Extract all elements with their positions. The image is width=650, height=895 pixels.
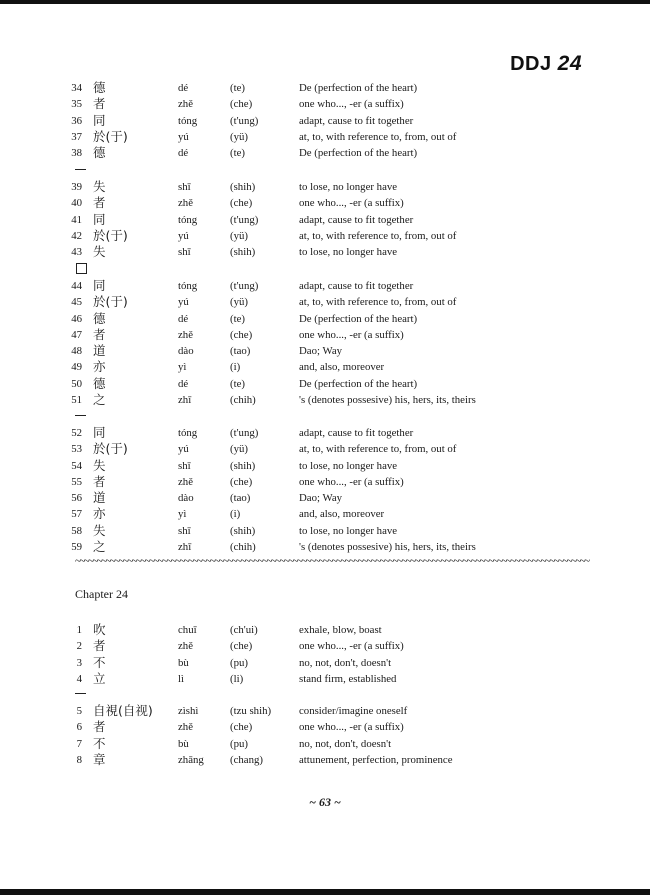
header-number: 24 bbox=[557, 52, 582, 75]
wade-giles: (che) bbox=[230, 98, 253, 111]
chinese-character: 者 bbox=[93, 638, 106, 654]
chinese-character: 於(于) bbox=[93, 128, 128, 144]
chinese-character: 於(于) bbox=[93, 441, 128, 457]
wade-giles: (t'ung) bbox=[230, 114, 259, 127]
wade-giles: (i) bbox=[230, 361, 241, 374]
glossary-row bbox=[0, 327, 650, 343]
glossary-row bbox=[0, 506, 650, 522]
entry-number: 45 bbox=[71, 296, 82, 309]
glossary-row bbox=[0, 392, 650, 408]
entries-52-59 bbox=[0, 425, 650, 555]
chinese-character: 吹 bbox=[93, 622, 106, 637]
entry-number: 57 bbox=[71, 508, 82, 521]
chinese-character: 之 bbox=[93, 392, 106, 408]
entry-number: 1 bbox=[76, 624, 82, 636]
glossary-row bbox=[0, 458, 650, 474]
entry-number: 2 bbox=[76, 640, 82, 653]
pinyin: yú bbox=[178, 296, 189, 309]
pinyin: dé bbox=[178, 82, 189, 94]
glossary-row bbox=[0, 622, 650, 638]
entry-number: 44 bbox=[71, 280, 82, 292]
wade-giles: (shih) bbox=[230, 246, 256, 259]
wade-giles: (chih) bbox=[230, 541, 256, 554]
glossary-row bbox=[0, 212, 650, 228]
entry-number: 46 bbox=[71, 312, 82, 325]
wade-giles: (te) bbox=[230, 377, 245, 390]
pinyin: yú bbox=[178, 130, 189, 143]
wade-giles: (tao) bbox=[230, 492, 251, 505]
english-meaning: at, to, with reference to, from, out of bbox=[299, 130, 457, 143]
wade-giles: (shih) bbox=[230, 524, 256, 537]
chinese-character: 者 bbox=[93, 96, 106, 112]
wade-giles: (che) bbox=[230, 328, 253, 341]
pinyin: dào bbox=[178, 345, 194, 358]
entry-number: 40 bbox=[71, 197, 82, 210]
glossary-row bbox=[0, 294, 650, 310]
wade-giles: (chih) bbox=[230, 394, 256, 407]
wade-giles: (che) bbox=[230, 640, 253, 653]
pinyin: yú bbox=[178, 443, 189, 456]
wade-giles: (te) bbox=[230, 312, 245, 325]
entry-number: 42 bbox=[71, 229, 82, 242]
entries-44-51 bbox=[0, 278, 650, 408]
wade-giles: (che) bbox=[230, 475, 253, 488]
pinyin: dé bbox=[178, 312, 189, 325]
pinyin: zhě bbox=[178, 475, 193, 488]
chinese-character: 立 bbox=[93, 670, 106, 686]
chinese-character: 德 bbox=[93, 145, 106, 161]
wade-giles: (chang) bbox=[230, 753, 263, 766]
english-meaning: to lose, no longer have bbox=[299, 459, 398, 472]
english-meaning: one who..., -er (a suffix) bbox=[299, 328, 404, 341]
glossary-row bbox=[0, 113, 650, 129]
glossary-row bbox=[0, 655, 650, 671]
entry-number: 35 bbox=[71, 98, 82, 111]
pinyin: dé bbox=[178, 147, 189, 160]
english-meaning: and, also, moreover bbox=[299, 361, 385, 374]
pinyin: zhě bbox=[178, 98, 193, 111]
glossary-row bbox=[0, 145, 650, 161]
pinyin: shī bbox=[178, 524, 191, 537]
glossary-row bbox=[0, 719, 650, 735]
pinyin: yú bbox=[178, 229, 189, 242]
tilde-divider: ~~~~~~~~~~~~~~~~~~~~~~~~~~~~~~~~~~~~~~~~~~~~~~~~~~~~~~~~~~~~~~~~~~~~~~~~~~~~~~~~~~~~~~~~~~~~~~~~~~~~~~~~~~~~~~~~~~~~~~ bbox=[75, 555, 589, 567]
pinyin: yì bbox=[178, 361, 187, 374]
pinyin: tóng bbox=[178, 427, 198, 439]
english-meaning: to lose, no longer have bbox=[299, 181, 398, 193]
pinyin: zhāng bbox=[178, 753, 204, 766]
glossary-row bbox=[0, 703, 650, 719]
wade-giles: (i) bbox=[230, 508, 241, 521]
english-meaning: adapt, cause to fit together bbox=[299, 114, 414, 127]
pinyin: lì bbox=[178, 672, 184, 685]
glossary-row bbox=[0, 474, 650, 490]
english-meaning: at, to, with reference to, from, out of bbox=[299, 229, 457, 242]
glossary-row bbox=[0, 343, 650, 359]
entry-number: 4 bbox=[76, 672, 82, 685]
entry-number: 43 bbox=[71, 246, 82, 259]
pinyin: dào bbox=[178, 492, 194, 505]
glossary-row bbox=[0, 736, 650, 752]
entry-number: 51 bbox=[71, 394, 82, 407]
glossary-row bbox=[0, 752, 650, 768]
entry-number: 38 bbox=[71, 147, 82, 160]
english-meaning: one who..., -er (a suffix) bbox=[299, 197, 404, 210]
wade-giles: (che) bbox=[230, 197, 253, 210]
wade-giles: (yü) bbox=[230, 229, 248, 242]
chinese-character: 於(于) bbox=[93, 227, 128, 243]
entries-39-43 bbox=[0, 179, 650, 260]
entries-1-4 bbox=[0, 622, 650, 687]
glossary-row bbox=[0, 490, 650, 506]
separator-line bbox=[75, 415, 86, 416]
pinyin: shī bbox=[178, 459, 191, 472]
chinese-character: 同 bbox=[93, 425, 106, 440]
page-number: ~ 63 ~ bbox=[309, 795, 341, 809]
entry-number: 6 bbox=[76, 721, 82, 734]
chinese-character: 失 bbox=[93, 522, 106, 538]
english-meaning: no, not, don't, doesn't bbox=[299, 656, 392, 669]
entry-number: 53 bbox=[71, 443, 82, 456]
english-meaning: consider/imagine oneself bbox=[299, 705, 408, 717]
pinyin: yì bbox=[178, 508, 187, 521]
chinese-character: 德 bbox=[93, 310, 106, 326]
wade-giles: (yü) bbox=[230, 296, 248, 309]
chinese-character: 者 bbox=[93, 326, 106, 342]
glossary-row bbox=[0, 228, 650, 244]
chinese-character: 失 bbox=[93, 179, 106, 194]
wade-giles: (li) bbox=[230, 672, 244, 685]
chinese-character: 失 bbox=[93, 457, 106, 473]
glossary-row bbox=[0, 311, 650, 327]
english-meaning: and, also, moreover bbox=[299, 508, 385, 521]
entry-number: 54 bbox=[71, 459, 82, 472]
english-meaning: one who..., -er (a suffix) bbox=[299, 721, 404, 734]
english-meaning: attunement, perfection, prominence bbox=[299, 753, 453, 766]
entry-number: 37 bbox=[71, 130, 82, 143]
page-header bbox=[510, 52, 582, 76]
chinese-character: 同 bbox=[93, 112, 106, 128]
chinese-character: 於(于) bbox=[93, 294, 128, 310]
entry-number: 8 bbox=[76, 753, 82, 766]
glossary-row bbox=[0, 179, 650, 195]
glossary-row bbox=[0, 638, 650, 654]
entry-number: 48 bbox=[71, 345, 82, 358]
pinyin: shī bbox=[178, 246, 191, 259]
english-meaning: adapt, cause to fit together bbox=[299, 213, 414, 226]
wade-giles: (tao) bbox=[230, 345, 251, 358]
wade-giles: (t'ung) bbox=[230, 213, 259, 226]
pinyin: tóng bbox=[178, 213, 198, 226]
english-meaning: 's (denotes possesive) his, hers, its, theirs bbox=[299, 394, 476, 407]
english-meaning: Dao; Way bbox=[299, 492, 343, 505]
chinese-character: 亦 bbox=[93, 359, 106, 375]
glossary-row bbox=[0, 278, 650, 294]
empty-box-marker bbox=[76, 263, 87, 274]
english-meaning: at, to, with reference to, from, out of bbox=[299, 296, 457, 309]
english-meaning: one who..., -er (a suffix) bbox=[299, 475, 404, 488]
wade-giles: (ch'ui) bbox=[230, 624, 258, 636]
glossary-row bbox=[0, 539, 650, 555]
chinese-character: 者 bbox=[93, 195, 106, 211]
english-meaning: stand firm, established bbox=[299, 672, 397, 685]
english-meaning: one who..., -er (a suffix) bbox=[299, 640, 404, 653]
wade-giles: (pu) bbox=[230, 737, 248, 750]
pinyin: tóng bbox=[178, 114, 198, 127]
chinese-character: 不 bbox=[93, 654, 106, 670]
pinyin: bù bbox=[178, 656, 189, 669]
pinyin: tóng bbox=[178, 280, 198, 292]
entry-number: 59 bbox=[71, 541, 82, 554]
chinese-character: 道 bbox=[93, 343, 106, 359]
english-meaning: to lose, no longer have bbox=[299, 524, 398, 537]
entry-number: 7 bbox=[76, 737, 82, 750]
english-meaning: adapt, cause to fit together bbox=[299, 427, 414, 439]
page-bottom-edge bbox=[0, 889, 650, 895]
chinese-character: 者 bbox=[93, 719, 106, 735]
wade-giles: (yü) bbox=[230, 443, 248, 456]
english-meaning: adapt, cause to fit together bbox=[299, 280, 414, 292]
pinyin: bù bbox=[178, 737, 189, 750]
pinyin: dé bbox=[178, 377, 189, 390]
chinese-character: 者 bbox=[93, 473, 106, 489]
chinese-character: 同 bbox=[93, 211, 106, 227]
glossary-row bbox=[0, 376, 650, 392]
wade-giles: (shih) bbox=[230, 459, 256, 472]
chinese-character: 章 bbox=[93, 751, 106, 767]
entry-number: 34 bbox=[71, 82, 82, 94]
entry-number: 36 bbox=[71, 114, 82, 127]
english-meaning: one who..., -er (a suffix) bbox=[299, 98, 404, 111]
english-meaning: 's (denotes possesive) his, hers, its, theirs bbox=[299, 541, 476, 554]
pinyin: chuī bbox=[178, 624, 197, 636]
chinese-character: 同 bbox=[93, 278, 106, 293]
pinyin: zhī bbox=[178, 394, 192, 407]
glossary-row bbox=[0, 671, 650, 687]
chinese-character: 自視(自视) bbox=[93, 703, 153, 718]
chinese-character: 失 bbox=[93, 244, 106, 260]
glossary-row bbox=[0, 523, 650, 539]
wade-giles: (te) bbox=[230, 147, 245, 160]
chinese-character: 德 bbox=[93, 80, 106, 95]
pinyin: zìshì bbox=[178, 705, 199, 717]
english-meaning: Dao; Way bbox=[299, 345, 343, 358]
chinese-character: 亦 bbox=[93, 506, 106, 522]
wade-giles: (tzu shih) bbox=[230, 705, 272, 717]
glossary-row bbox=[0, 425, 650, 441]
wade-giles: (te) bbox=[230, 82, 245, 94]
chapter-title: Chapter 24 bbox=[75, 587, 128, 601]
pinyin: zhě bbox=[178, 721, 193, 734]
entry-number: 3 bbox=[76, 656, 82, 669]
pinyin: zhě bbox=[178, 197, 193, 210]
pinyin: zhī bbox=[178, 541, 192, 554]
entry-number: 41 bbox=[71, 213, 82, 226]
english-meaning: De (perfection of the heart) bbox=[299, 147, 418, 160]
chinese-character: 之 bbox=[93, 539, 106, 555]
wade-giles: (shih) bbox=[230, 181, 256, 193]
entry-number: 50 bbox=[71, 377, 82, 390]
entry-number: 39 bbox=[71, 181, 82, 193]
entries-34-38 bbox=[0, 80, 650, 161]
wade-giles: (che) bbox=[230, 721, 253, 734]
wade-giles: (yü) bbox=[230, 130, 248, 143]
english-meaning: to lose, no longer have bbox=[299, 246, 398, 259]
entry-number: 47 bbox=[71, 328, 82, 341]
wade-giles: (pu) bbox=[230, 656, 248, 669]
entry-number: 56 bbox=[71, 492, 82, 505]
entry-number: 58 bbox=[71, 524, 82, 537]
chinese-character: 不 bbox=[93, 735, 106, 751]
chinese-character: 德 bbox=[93, 375, 106, 391]
entry-number: 5 bbox=[76, 705, 82, 717]
glossary-row bbox=[0, 96, 650, 112]
english-meaning: exhale, blow, boast bbox=[299, 624, 382, 636]
glossary-row bbox=[0, 129, 650, 145]
separator-line bbox=[75, 169, 86, 170]
separator-line bbox=[75, 693, 86, 694]
english-meaning: no, not, don't, doesn't bbox=[299, 737, 392, 750]
header-label: DDJ bbox=[510, 53, 552, 75]
entries-5-8 bbox=[0, 703, 650, 768]
glossary-row bbox=[0, 359, 650, 375]
pinyin: zhě bbox=[178, 328, 193, 341]
entry-number: 55 bbox=[71, 475, 82, 488]
wade-giles: (t'ung) bbox=[230, 280, 259, 292]
glossary-row bbox=[0, 80, 650, 96]
wade-giles: (t'ung) bbox=[230, 427, 259, 439]
entry-number: 52 bbox=[71, 427, 82, 439]
english-meaning: De (perfection of the heart) bbox=[299, 377, 418, 390]
chinese-character: 道 bbox=[93, 490, 106, 506]
english-meaning: De (perfection of the heart) bbox=[299, 312, 418, 325]
page-top-edge bbox=[0, 0, 650, 4]
glossary-row bbox=[0, 244, 650, 260]
glossary-row bbox=[0, 195, 650, 211]
english-meaning: De (perfection of the heart) bbox=[299, 82, 418, 94]
glossary-row bbox=[0, 441, 650, 457]
pinyin: shī bbox=[178, 181, 191, 193]
entry-number: 49 bbox=[71, 361, 82, 374]
pinyin: zhě bbox=[178, 640, 193, 653]
english-meaning: at, to, with reference to, from, out of bbox=[299, 443, 457, 456]
